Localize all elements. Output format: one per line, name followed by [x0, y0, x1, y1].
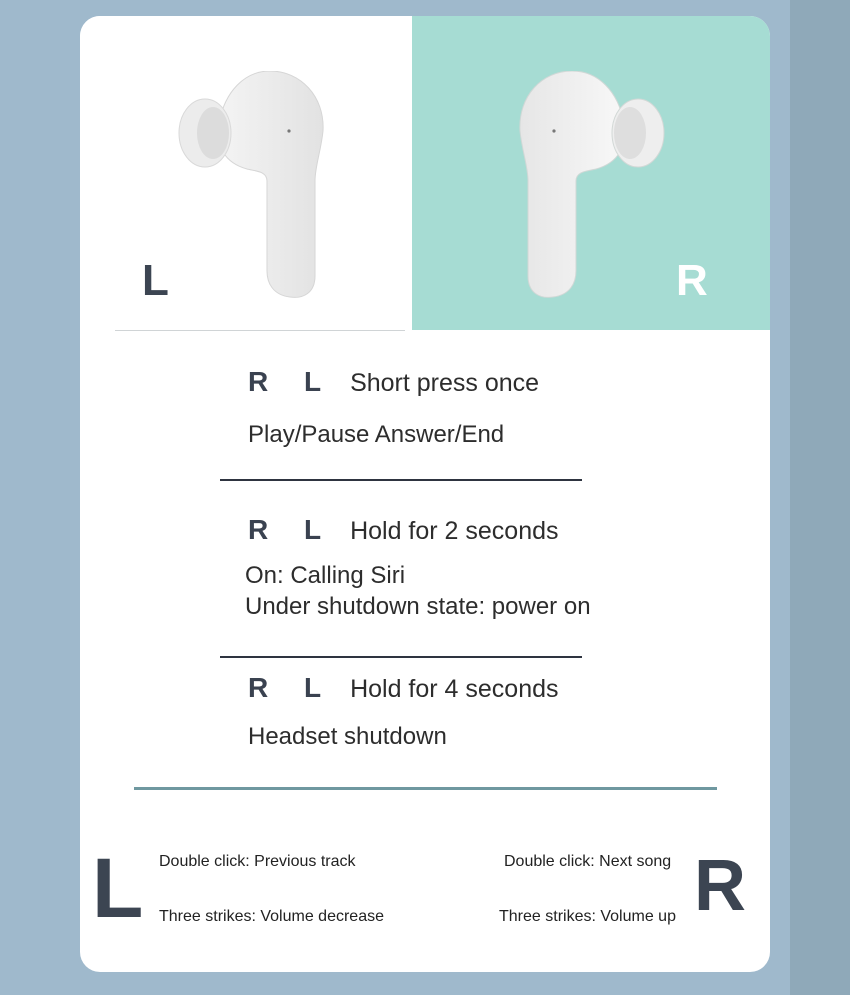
- section-3-action: Hold for 4 seconds: [350, 675, 559, 703]
- right-earbud-panel: [412, 16, 770, 330]
- section-2-line-2: Under shutdown state: power on: [245, 593, 591, 620]
- section-2-action: Hold for 2 seconds: [350, 517, 559, 545]
- right-three-strikes-text: Three strikes: Volume up: [499, 908, 676, 925]
- section-divider-1: [220, 479, 582, 481]
- left-three-strikes-text: Three strikes: Volume decrease: [159, 908, 384, 925]
- left-double-click-text: Double click: Previous track: [159, 853, 356, 870]
- section-3-keys: R L: [248, 672, 336, 703]
- section-1-line-1: Play/Pause Answer/End: [248, 421, 505, 448]
- section-1-action: Short press once: [350, 369, 540, 397]
- background-strip: [790, 0, 850, 995]
- bottom-left-letter: L: [92, 841, 144, 935]
- section-1-header: [248, 366, 539, 398]
- left-earbud-panel: [80, 16, 410, 330]
- right-earbud-image: [510, 71, 670, 301]
- section-3-line-1: Headset shutdown: [248, 723, 447, 750]
- section-2-line-1: On: Calling Siri: [245, 562, 406, 589]
- left-panel-underline: [115, 330, 405, 331]
- section-2-keys: R L: [248, 514, 336, 545]
- section-divider-2: [220, 656, 582, 658]
- section-2-header: [248, 514, 559, 546]
- left-panel-letter: L: [142, 256, 169, 305]
- section-3-header: [248, 672, 559, 704]
- right-panel-letter: R: [676, 256, 708, 305]
- right-double-click-text: Double click: Next song: [504, 853, 672, 870]
- bottom-right-letter: R: [694, 846, 746, 926]
- section-1-keys: R L: [248, 366, 336, 397]
- instruction-card: [80, 16, 770, 972]
- left-earbud-image: [175, 71, 335, 301]
- bottom-divider: [134, 787, 717, 790]
